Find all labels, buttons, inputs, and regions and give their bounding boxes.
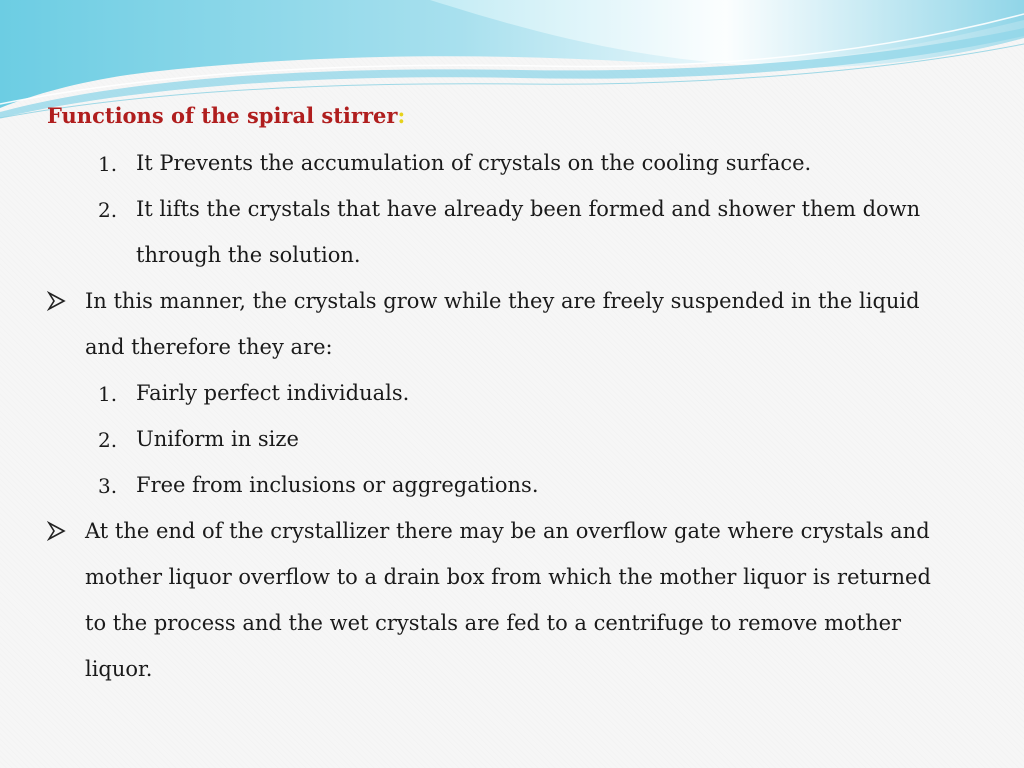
function-2-number: 2. xyxy=(98,198,118,222)
property-2-text: Uniform in size xyxy=(136,427,299,451)
bullet-2-line-1: At the end of the crystallizer there may be an overflow gate where crystals and xyxy=(85,519,930,543)
property-1-number: 1. xyxy=(98,382,118,406)
arrowhead-bullet-icon xyxy=(47,291,67,311)
heading-text: Functions of the spiral stirrer xyxy=(47,103,398,128)
section-heading xyxy=(47,103,405,128)
bullet-1-line-2: and therefore they are: xyxy=(85,335,333,359)
bullet-2-line-4: liquor. xyxy=(85,657,153,681)
property-2-number: 2. xyxy=(98,428,118,452)
bullet-1-line-1: In this manner, the crystals grow while they are freely suspended in the liquid xyxy=(85,289,920,313)
bullet-2-line-2: mother liquor overflow to a drain box from which the mother liquor is returned xyxy=(85,565,931,589)
heading-colon: : xyxy=(397,103,406,128)
function-2-text-line-1: It lifts the crystals that have already been formed and shower them down xyxy=(136,197,921,221)
property-3-text: Free from inclusions or aggregations. xyxy=(136,473,539,497)
property-3-number: 3. xyxy=(98,474,118,498)
bullet-2-line-3: to the process and the wet crystals are fed to a centrifuge to remove mother xyxy=(85,611,902,635)
property-1-text: Fairly perfect individuals. xyxy=(136,381,410,405)
arrowhead-bullet-icon xyxy=(47,521,67,541)
function-1-number: 1. xyxy=(98,152,118,176)
function-2-text-line-2: through the solution. xyxy=(136,243,361,267)
function-1-text: It Prevents the accumulation of crystals on the cooling surface. xyxy=(136,151,812,175)
